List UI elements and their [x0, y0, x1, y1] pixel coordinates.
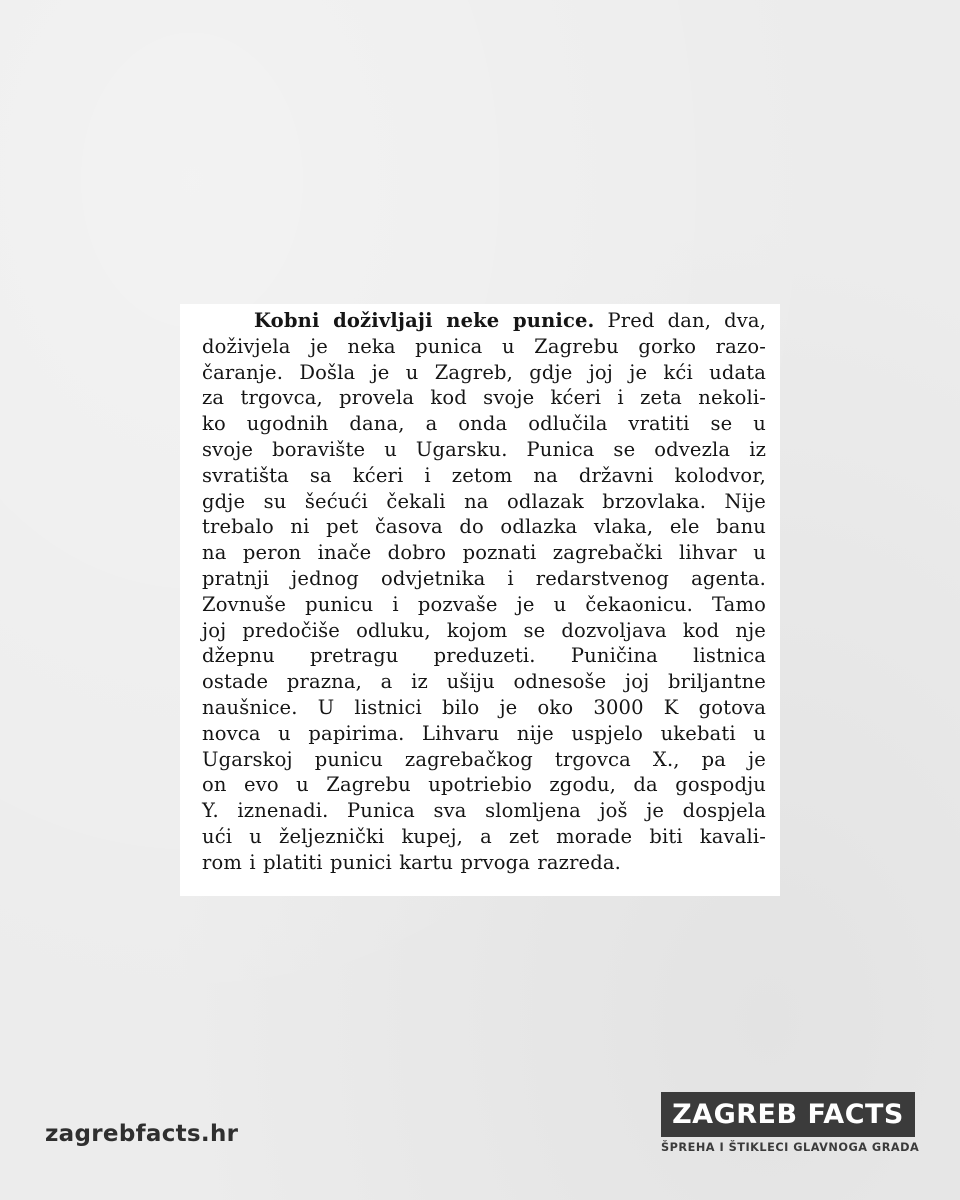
- article-line: čaranje. Došla je u Zagreb, gdje joj je kći udata: [202, 360, 766, 384]
- article-line: svratišta sa kćeri i zetom na državni kolodvor,: [202, 463, 766, 487]
- article-line: joj predočiše odluku, kojom se dozvoljava kod nje: [202, 618, 766, 642]
- article-line: novca u papirima. Lihvaru nije uspjelo ukebati u: [202, 721, 766, 745]
- article-text: [202, 308, 766, 876]
- article-line-first: [202, 308, 766, 334]
- brand-tagline: ŠPREHA I ŠTIKLECI GLAVNOGA GRADA: [661, 1141, 920, 1154]
- article-line: gdje su šećući čekali na odlazak brzovlaka. Nije: [202, 489, 766, 513]
- article-line: na peron inače dobro poznati zagrebački lihvar u: [202, 541, 766, 565]
- article-line: Pred dan, dva,: [594, 309, 766, 332]
- article-line: ko ugodnih dana, a onda odlučila vratiti se u: [202, 412, 766, 436]
- article-line: ostade prazna, a iz ušiju odnesoše joj briljantne: [202, 670, 766, 694]
- brand-name: ZAGREB FACTS: [661, 1092, 915, 1137]
- brand-logo: [661, 1092, 920, 1154]
- article-line: trebalo ni pet časova do odlazka vlaka, ele banu: [202, 515, 766, 539]
- article-line: Y. iznenadi. Punica sva slomljena još je dospjela: [202, 799, 766, 823]
- article-line-last: rom i platiti punici kartu prvoga razreda.: [202, 850, 621, 874]
- article-line: ući u željeznički kupej, a zet morade biti kavali-: [202, 824, 766, 848]
- article-line: doživjela je neka punica u Zagrebu gorko razo-: [202, 334, 766, 358]
- article-line: džepnu pretragu preduzeti. Puničina listnica: [202, 644, 766, 668]
- article-line: Zovnuše punicu i pozvaše je u čekaonicu. Tamo: [202, 592, 766, 616]
- article-headline: Kobni doživljaji neke punice.: [254, 309, 595, 332]
- article-line: on evo u Zagrebu upotriebio zgodu, da gospodju: [202, 773, 766, 797]
- article-line: svoje boravište u Ugarsku. Punica se odvezla iz: [202, 437, 766, 461]
- article-line: pratnji jednog odvjetnika i redarstvenog agenta.: [202, 566, 766, 590]
- site-url: zagrebfacts.hr: [45, 1121, 239, 1147]
- article-line: naušnice. U listnici bilo je oko 3000 K gotova: [202, 695, 766, 719]
- article-line: Ugarskoj punicu zagrebačkog trgovca X., pa je: [202, 747, 766, 771]
- newspaper-clipping: [180, 304, 780, 896]
- article-line: za trgovca, provela kod svoje kćeri i zeta nekoli-: [202, 386, 766, 410]
